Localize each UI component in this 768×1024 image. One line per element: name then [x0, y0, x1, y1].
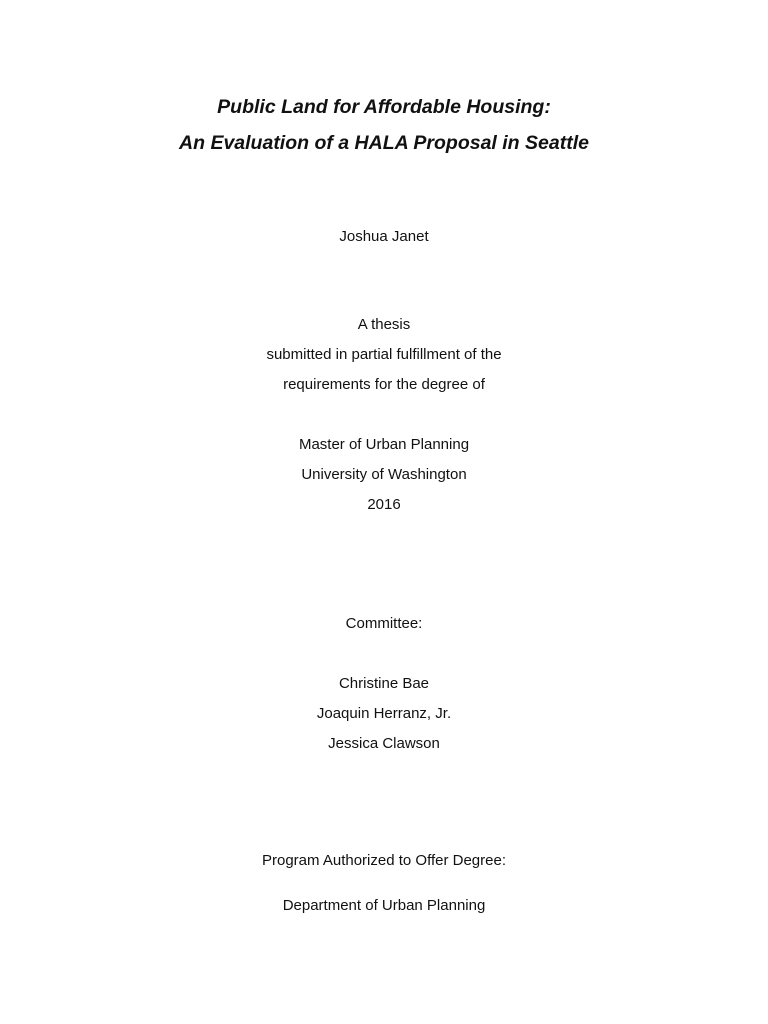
author-name: Joshua Janet [339, 228, 429, 245]
thesis-title-line-2: An Evaluation of a HALA Proposal in Seattle [179, 132, 589, 154]
committee-member: Christine Bae [338, 675, 430, 692]
committee-member: Jessica Clawson [328, 735, 440, 752]
department-name: Department of Urban Planning [282, 897, 486, 914]
committee-member: Joaquin Herranz, Jr. [316, 705, 452, 722]
degree-year: 2016 [367, 496, 401, 513]
institution-name: University of Washington [301, 466, 467, 483]
program-heading: Program Authorized to Offer Degree: [261, 852, 506, 869]
committee-heading: Committee: [345, 615, 423, 632]
degree-name: Master of Urban Planning [298, 436, 470, 453]
thesis-statement-line-1: A thesis [357, 316, 411, 333]
thesis-title-line-1: Public Land for Affordable Housing: [217, 96, 551, 118]
thesis-statement-line-2: submitted in partial fulfillment of the [266, 346, 502, 363]
thesis-statement-line-3: requirements for the degree of [283, 376, 485, 393]
